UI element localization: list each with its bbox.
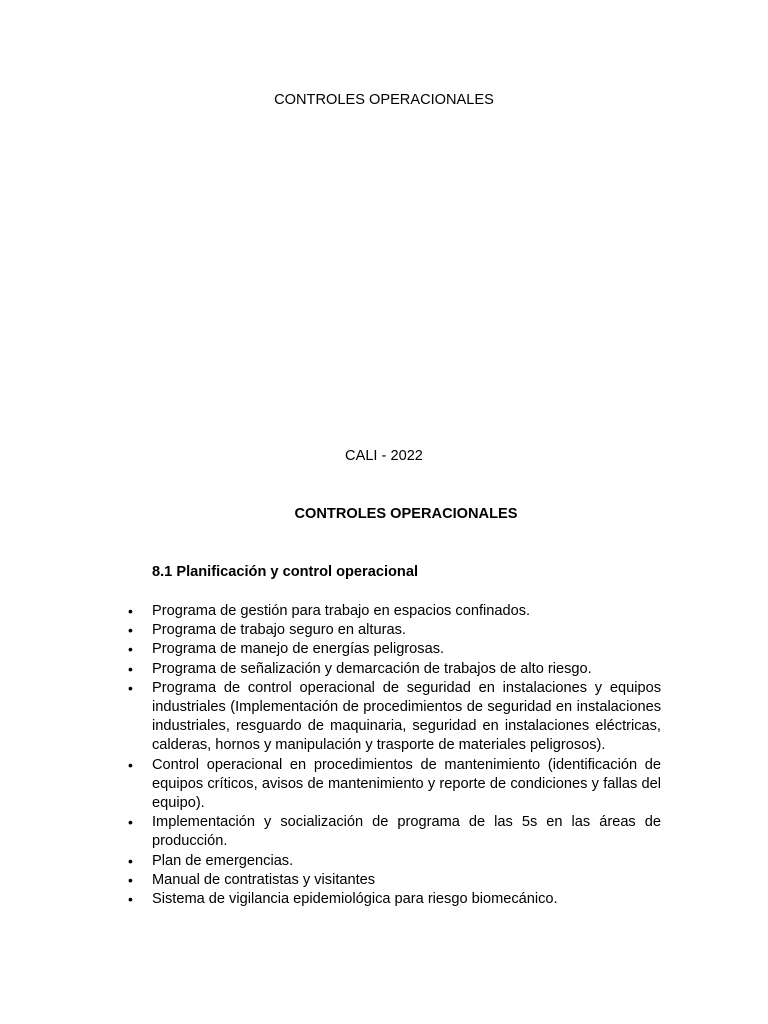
bullet-icon: • [128, 641, 133, 658]
controls-bullet-list [128, 602, 661, 909]
list-item [128, 852, 661, 871]
bullet-icon: • [128, 814, 133, 831]
section-heading: 8.1 Planificación y control operacional [152, 564, 419, 580]
list-item [128, 621, 661, 640]
list-item-text: Plan de emergencias. [152, 852, 294, 869]
list-item [128, 679, 661, 756]
list-item [128, 602, 661, 621]
list-item-text: Implementación y socialización de programa de las 5s en las áreas de producción. [152, 814, 661, 850]
list-item-text: Control operacional en procedimientos de mantenimiento (identificación de equipos críticos, avisos de mantenimiento y reporte de condiciones y fallas del equipo). [152, 756, 661, 812]
cover-title: CONTROLES OPERACIONALES [274, 92, 494, 108]
list-item-text: Programa de trabajo seguro en alturas. [152, 622, 406, 639]
list-item-text: Programa de señalización y demarcación de trabajos de alto riesgo. [152, 660, 592, 677]
bullet-icon: • [128, 756, 133, 773]
list-item [128, 890, 661, 909]
bullet-icon: • [128, 622, 133, 639]
bullet-icon: • [128, 679, 133, 696]
list-item-text: Programa de manejo de energías peligrosas. [152, 641, 445, 658]
list-item [128, 756, 661, 814]
bullet-icon: • [128, 871, 133, 888]
bullet-icon: • [128, 891, 133, 908]
bullet-icon: • [128, 603, 133, 619]
cover-place-year: CALI - 2022 [345, 448, 423, 464]
list-item [128, 813, 661, 851]
list-item-text: Manual de contratistas y visitantes [152, 871, 376, 888]
list-item [128, 640, 661, 659]
list-item-text: Sistema de vigilancia epidemiológica para riesgo biomecánico. [152, 891, 558, 908]
list-item [128, 871, 661, 890]
bullet-icon: • [128, 660, 133, 677]
list-item [128, 660, 661, 679]
bullet-icon: • [128, 852, 133, 869]
document-heading: CONTROLES OPERACIONALES [294, 506, 518, 522]
list-item-text: Programa de control operacional de seguridad en instalaciones y equipos industriales (Implementación de procedimientos de seguridad en instalaciones industriales, resguardo de maquinaria, seguridad en instalaciones eléctricas, calderas, hornos y manipulación y trasporte de materiales peligrosos). [152, 679, 661, 754]
list-item-text: Programa de gestión para trabajo en espacios confinados. [152, 603, 531, 619]
